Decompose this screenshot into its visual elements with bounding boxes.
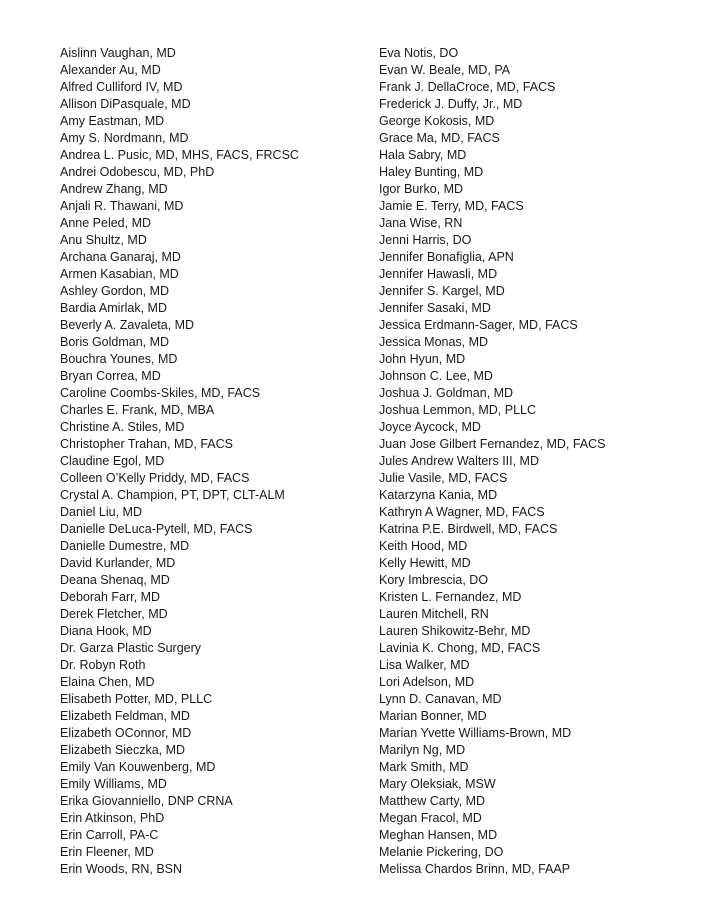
list-item: Aislinn Vaughan, MD xyxy=(60,46,176,60)
list-item: Bouchra Younes, MD xyxy=(60,352,178,366)
list-item: Lauren Mitchell, RN xyxy=(379,607,489,621)
list-item: Lisa Walker, MD xyxy=(379,658,470,672)
list-item: Lavinia K. Chong, MD, FACS xyxy=(379,641,541,655)
list-item: Erin Fleener, MD xyxy=(60,845,154,859)
list-item: Erin Carroll, PA-C xyxy=(60,828,159,842)
list-item: Johnson C. Lee, MD xyxy=(379,369,493,383)
list-item: Elizabeth Sieczka, MD xyxy=(60,743,186,757)
list-item: Erin Atkinson, PhD xyxy=(60,811,165,825)
list-item: Danielle Dumestre, MD xyxy=(60,539,190,553)
list-item: Allison DiPasquale, MD xyxy=(60,97,191,111)
list-item: Derek Fletcher, MD xyxy=(60,607,168,621)
list-item: Igor Burko, MD xyxy=(379,182,464,196)
list-item: Diana Hook, MD xyxy=(60,624,152,638)
list-item: Boris Goldman, MD xyxy=(60,335,170,349)
list-item: Mary Oleksiak, MSW xyxy=(379,777,496,791)
list-item: Dr. Garza Plastic Surgery xyxy=(60,641,202,655)
list-item: Emily Van Kouwenberg, MD xyxy=(60,760,216,774)
list-item: Julie Vasile, MD, FACS xyxy=(379,471,508,485)
list-item: Christine A. Stiles, MD xyxy=(60,420,185,434)
list-item: Meghan Hansen, MD xyxy=(379,828,498,842)
list-item: Crystal A. Champion, PT, DPT, CLT-ALM xyxy=(60,488,285,502)
list-item: Marilyn Ng, MD xyxy=(379,743,466,757)
list-item: Kelly Hewitt, MD xyxy=(379,556,471,570)
list-item: Lynn D. Canavan, MD xyxy=(379,692,502,706)
list-item: Jennifer Sasaki, MD xyxy=(379,301,491,315)
list-item: Anne Peled, MD xyxy=(60,216,152,230)
list-item: Christopher Trahan, MD, FACS xyxy=(60,437,233,451)
list-item: Marian Yvette Williams-Brown, MD xyxy=(379,726,572,740)
list-item: Jennifer Bonafiglia, APN xyxy=(379,250,514,264)
list-item: Archana Ganaraj, MD xyxy=(60,250,181,264)
list-item: Kathryn A Wagner, MD, FACS xyxy=(379,505,545,519)
list-item: Joshua J. Goldman, MD xyxy=(379,386,514,400)
list-item: Emily Williams, MD xyxy=(60,777,167,791)
list-item: Juan Jose Gilbert Fernandez, MD, FACS xyxy=(379,437,606,451)
list-item: Marian Bonner, MD xyxy=(379,709,487,723)
list-item: Keith Hood, MD xyxy=(379,539,468,553)
list-item: Jenni Harris, DO xyxy=(379,233,472,247)
list-item: Haley Bunting, MD xyxy=(379,165,484,179)
list-item: Andrea L. Pusic, MD, MHS, FACS, FRCSC xyxy=(60,148,299,162)
list-item: Lori Adelson, MD xyxy=(379,675,475,689)
list-item: Jennifer S. Kargel, MD xyxy=(379,284,505,298)
list-item: Lauren Shikowitz-Behr, MD xyxy=(379,624,531,638)
list-item: Evan W. Beale, MD, PA xyxy=(379,63,511,77)
list-item: Joshua Lemmon, MD, PLLC xyxy=(379,403,537,417)
list-item: Elaina Chen, MD xyxy=(60,675,155,689)
list-item: Daniel Liu, MD xyxy=(60,505,142,519)
list-item: Elisabeth Potter, MD, PLLC xyxy=(60,692,213,706)
list-item: Elizabeth Feldman, MD xyxy=(60,709,190,723)
list-item: Caroline Coombs-Skiles, MD, FACS xyxy=(60,386,261,400)
list-item: Danielle DeLuca-Pytell, MD, FACS xyxy=(60,522,253,536)
list-item: Dr. Robyn Roth xyxy=(60,658,146,672)
list-item: Matthew Carty, MD xyxy=(379,794,486,808)
list-item: John Hyun, MD xyxy=(379,352,466,366)
list-item: Deana Shenaq, MD xyxy=(60,573,170,587)
name-list-right-column xyxy=(379,45,699,878)
list-item: Alexander Au, MD xyxy=(60,63,161,77)
name-list-left-column xyxy=(60,45,360,878)
list-item: Jamie E. Terry, MD, FACS xyxy=(379,199,524,213)
list-item: Eva Notis, DO xyxy=(379,46,459,60)
list-item: Claudine Egol, MD xyxy=(60,454,165,468)
list-item: Hala Sabry, MD xyxy=(379,148,467,162)
list-item: Melanie Pickering, DO xyxy=(379,845,504,859)
list-item: Alfred Culliford IV, MD xyxy=(60,80,183,94)
list-item: Anjali R. Thawani, MD xyxy=(60,199,184,213)
list-item: Jessica Erdmann-Sager, MD, FACS xyxy=(379,318,578,332)
list-item: Bardia Amirlak, MD xyxy=(60,301,167,315)
list-item: Jules Andrew Walters III, MD xyxy=(379,454,539,468)
list-item: Grace Ma, MD, FACS xyxy=(379,131,500,145)
list-item: Frank J. DellaCroce, MD, FACS xyxy=(379,80,556,94)
list-item: Katrina P.E. Birdwell, MD, FACS xyxy=(379,522,558,536)
list-item: Amy Eastman, MD xyxy=(60,114,165,128)
list-item: Ashley Gordon, MD xyxy=(60,284,170,298)
list-item: Charles E. Frank, MD, MBA xyxy=(60,403,215,417)
list-item: Frederick J. Duffy, Jr., MD xyxy=(379,97,523,111)
list-item: Katarzyna Kania, MD xyxy=(379,488,498,502)
list-item: David Kurlander, MD xyxy=(60,556,176,570)
list-item: Colleen O’Kelly Priddy, MD, FACS xyxy=(60,471,250,485)
list-item: Amy S. Nordmann, MD xyxy=(60,131,189,145)
list-item: Kristen L. Fernandez, MD xyxy=(379,590,522,604)
list-item: Joyce Aycock, MD xyxy=(379,420,481,434)
list-item: Erika Giovanniello, DNP CRNA xyxy=(60,794,233,808)
list-item: Jana Wise, RN xyxy=(379,216,463,230)
list-item: Mark Smith, MD xyxy=(379,760,469,774)
list-item: Megan Fracol, MD xyxy=(379,811,482,825)
list-item: Jessica Monas, MD xyxy=(379,335,489,349)
list-item: George Kokosis, MD xyxy=(379,114,495,128)
list-item: Elizabeth OConnor, MD xyxy=(60,726,192,740)
list-item: Erin Woods, RN, BSN xyxy=(60,862,183,876)
list-item: Jennifer Hawasli, MD xyxy=(379,267,498,281)
list-item: Andrei Odobescu, MD, PhD xyxy=(60,165,215,179)
list-item: Deborah Farr, MD xyxy=(60,590,161,604)
list-item: Anu Shultz, MD xyxy=(60,233,147,247)
list-item: Armen Kasabian, MD xyxy=(60,267,179,281)
list-item: Andrew Zhang, MD xyxy=(60,182,168,196)
list-item: Kory Imbrescia, DO xyxy=(379,573,489,587)
list-item: Beverly A. Zavaleta, MD xyxy=(60,318,195,332)
list-item: Melissa Chardos Brinn, MD, FAAP xyxy=(379,862,571,876)
list-item: Bryan Correa, MD xyxy=(60,369,161,383)
